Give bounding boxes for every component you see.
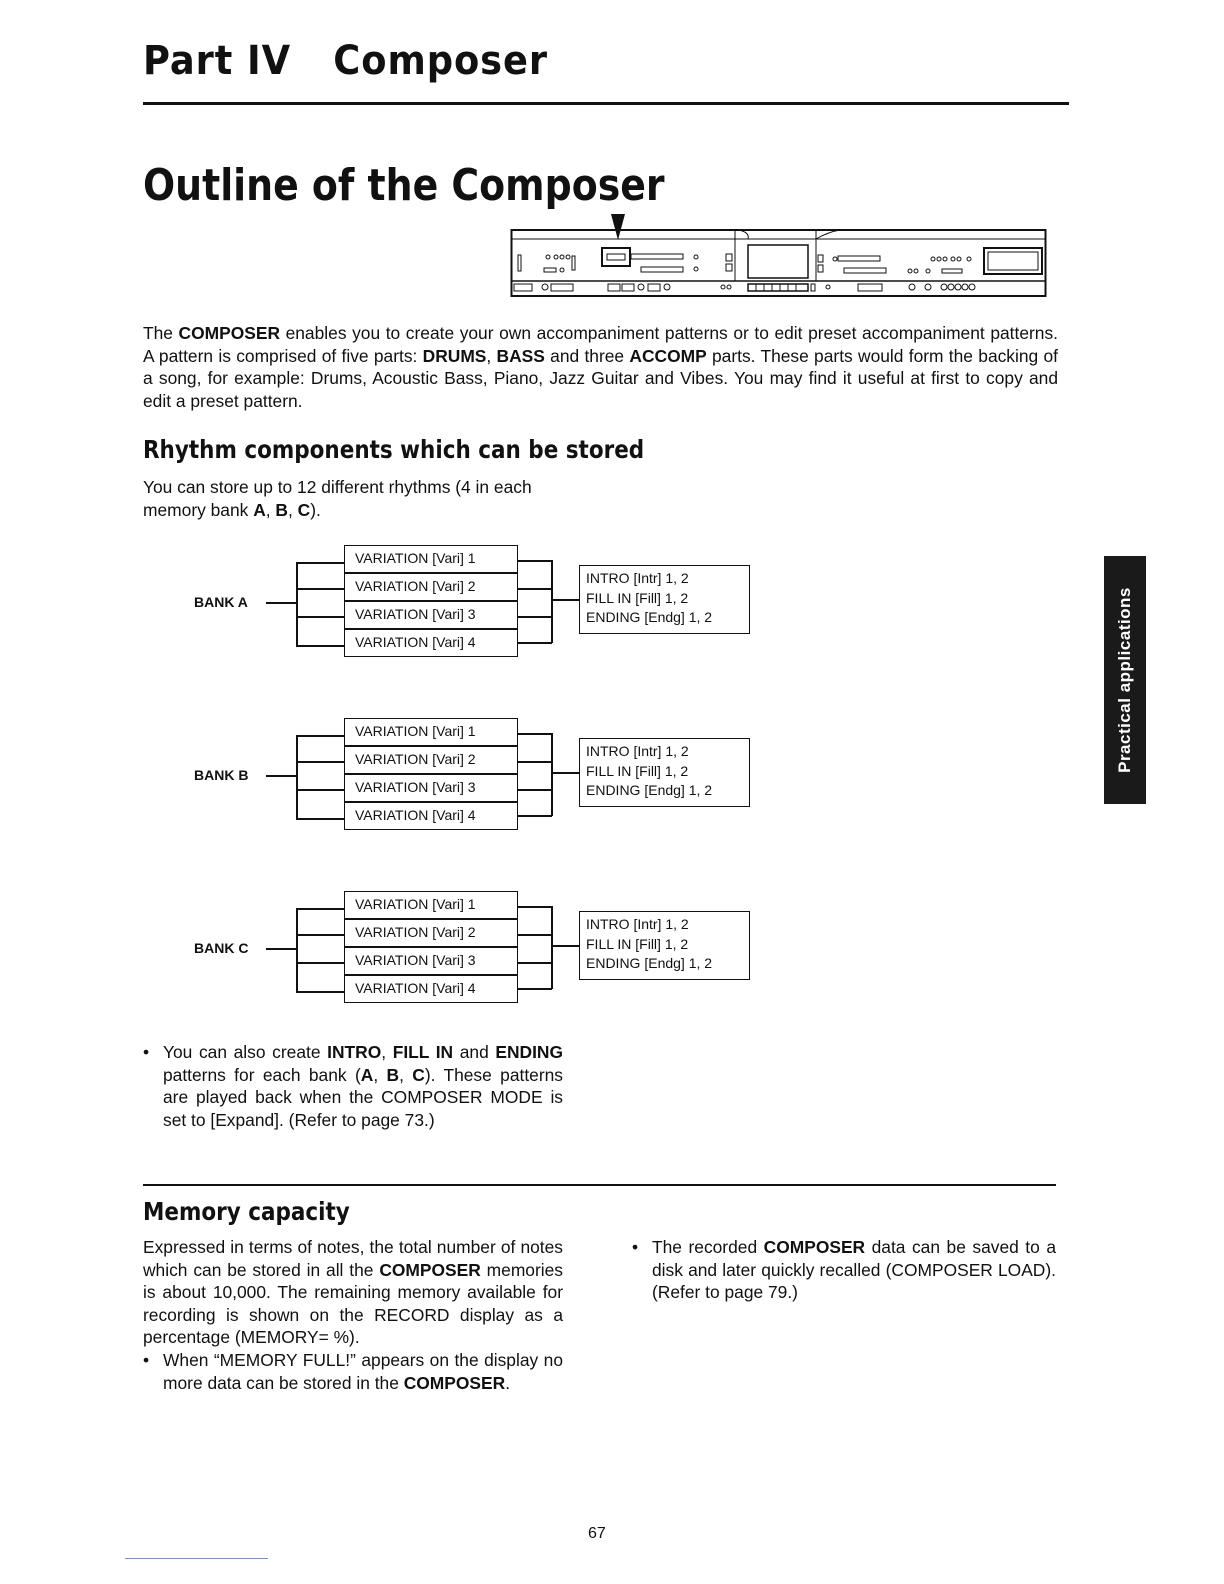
- footer-rule: [125, 1558, 268, 1559]
- keyboard-panel-illustration: [510, 214, 1048, 298]
- variation-box: VARIATION [Vari] 4: [344, 629, 518, 657]
- bank-c-diagram: [0, 888, 800, 1008]
- section-title: Outline of the Composer: [143, 160, 665, 211]
- bank-a-diagram: [0, 542, 800, 662]
- bank-b-diagram: [0, 715, 800, 835]
- bullet-icon: •: [143, 1349, 150, 1370]
- variation-box: VARIATION [Vari] 4: [344, 975, 518, 1003]
- bank-label: BANK C: [194, 940, 249, 956]
- page-number: 67: [588, 1525, 606, 1542]
- memory-right-column: [632, 1236, 1056, 1304]
- header-rule: [143, 102, 1069, 105]
- part-number: Part IV: [143, 38, 291, 84]
- part-title: Composer: [333, 38, 548, 84]
- rhythm-heading: Rhythm components which can be stored: [143, 435, 645, 464]
- memory-paragraph: Expressed in terms of notes, the total number of notes which can be stored in all the COMPOSER memories is about 10,000. The remaining memory available for recording is shown on the RECORD display as a percentage (MEMORY= %).: [143, 1237, 563, 1348]
- intro-fill-ending-box: INTRO [Intr] 1, 2 FILL IN [Fill] 1, 2 ENDING [Endg] 1, 2: [579, 565, 750, 634]
- variation-box: VARIATION [Vari] 2: [344, 919, 518, 947]
- bullet-icon: •: [143, 1042, 150, 1062]
- intro-fill-ending-box: INTRO [Intr] 1, 2 FILL IN [Fill] 1, 2 ENDING [Endg] 1, 2: [579, 738, 750, 807]
- memory-full-bullet: • When “MEMORY FULL!” appears on the display no more data can be stored in the COMPOSER.: [143, 1349, 563, 1393]
- variation-box: VARIATION [Vari] 3: [344, 601, 518, 629]
- side-tab: [1104, 556, 1146, 804]
- rhythm-paragraph: You can store up to 12 different rhythms (4 in each memory bank A, B, C).: [143, 477, 532, 520]
- intro-fill-ending-box: INTRO [Intr] 1, 2 FILL IN [Fill] 1, 2 ENDING [Endg] 1, 2: [579, 911, 750, 980]
- memory-heading: Memory capacity: [143, 1197, 350, 1226]
- variation-box: VARIATION [Vari] 1: [344, 891, 518, 919]
- part-heading: [143, 38, 548, 84]
- bank-label: BANK B: [194, 767, 249, 783]
- variation-box: VARIATION [Vari] 3: [344, 947, 518, 975]
- section-rule: [143, 1184, 1056, 1186]
- intro-fill-ending-bullet: • You can also create INTRO, FILL IN and ENDING patterns for each bank (A, B, C). These patterns are played back when the COMPOSER MODE is set to [Expand]. (Refer to page 73.): [143, 1042, 564, 1130]
- bank-label: BANK A: [194, 594, 248, 610]
- variation-box: VARIATION [Vari] 2: [344, 746, 518, 774]
- variation-box: VARIATION [Vari] 4: [344, 802, 518, 830]
- intro-paragraph: The COMPOSER enables you to create your own accompaniment patterns or to edit preset accompaniment patterns. A pattern is comprised of five parts: DRUMS, BASS and three ACCOMP parts. These parts would form the backing of a song, for example: Drums, Acoustic Bass, Piano, Jazz Guitar and Vibes. You may find it useful at first to copy and edit a preset pattern.: [143, 323, 1059, 411]
- composer-save-bullet: • The recorded COMPOSER data can be saved to a disk and later quickly recalled (COMPOSER LOAD). (Refer to page 79.): [632, 1237, 1056, 1303]
- bullet-icon: •: [632, 1237, 639, 1257]
- variation-box: VARIATION [Vari] 3: [344, 774, 518, 802]
- variation-box: VARIATION [Vari] 1: [344, 718, 518, 746]
- memory-left-column: [143, 1236, 563, 1394]
- variation-box: VARIATION [Vari] 1: [344, 545, 518, 573]
- indicator-arrow-icon: [611, 214, 625, 240]
- variation-box: VARIATION [Vari] 2: [344, 573, 518, 601]
- side-tab-label: Practical applications: [1115, 587, 1134, 773]
